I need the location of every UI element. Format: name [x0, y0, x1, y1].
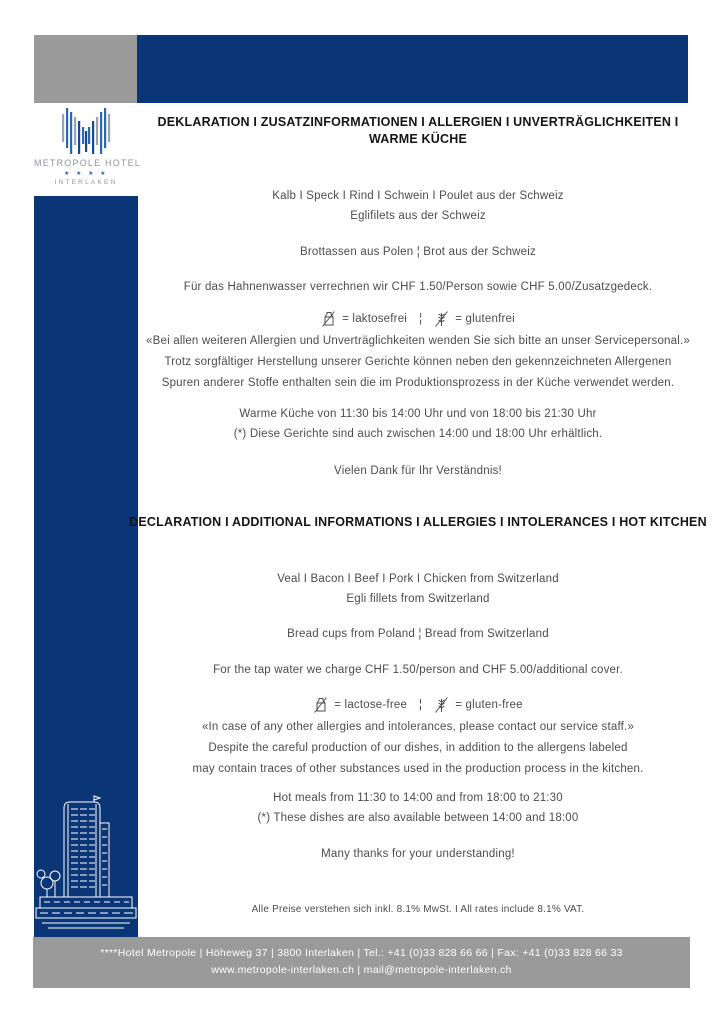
footer-web-line: www.metropole-interlaken.ch | mail@metropole-interlaken.ch [211, 964, 512, 976]
english-meat-origin: Veal I Bacon I Beef I Pork I Chicken from Switzerland [277, 573, 559, 585]
english-gluten-label: = gluten-free [455, 699, 523, 711]
german-allergy-note2: Trotz sorgfältiger Herstellung unserer Gerichte können neben den gekennzeichneten Allergenen [164, 356, 672, 368]
vat-note: Alle Preise verstehen sich inkl. 8.1% MwSt. I All rates include 8.1% VAT. [251, 904, 585, 915]
german-hours-line1: Warme Küche von 11:30 bis 14:00 Uhr und von 18:00 bis 21:30 Uhr [239, 408, 597, 420]
german-thanks: Vielen Dank für Ihr Verständnis! [334, 465, 502, 477]
german-heading-line1: DEKLARATION I ZUSATZINFORMATIONEN I ALLERGIEN I UNVERTRÄGLICHKEITEN I [157, 115, 679, 129]
english-fish-origin: Egli fillets from Switzerland [346, 593, 490, 605]
english-lactose-label: = lactose-free [334, 699, 408, 711]
german-gluten-label: = glutenfrei [455, 313, 515, 325]
english-allergy-note3: may contain traces of other substances used in the production process in the kitchen. [192, 763, 644, 775]
gluten-free-icon [434, 697, 449, 713]
hotel-logo [34, 106, 142, 186]
german-water-note: Für das Hahnenwasser verrechnen wir CHF 1.50/Person sowie CHF 5.00/Zusatzgedeck. [183, 281, 653, 293]
english-legend-row [128, 695, 708, 715]
german-allergy-note1: «Bei allen weiteren Allergien und Unverträglichkeiten wenden Sie sich bitte an unser Servicepersonal.» [146, 335, 690, 347]
english-hours-line2: (*) These dishes are also available between 14:00 and 18:00 [257, 812, 579, 824]
german-hours-line2: (*) Diese Gerichte sind auch zwischen 14:00 und 18:00 Uhr erhältlich. [233, 428, 603, 440]
german-meat-origin: Kalb I Speck I Rind I Schwein I Poulet aus der Schweiz [272, 190, 564, 202]
german-fish-origin: Eglifilets aus der Schweiz [350, 210, 486, 222]
english-legend-separator: ¦ [419, 699, 423, 711]
german-bread-origin: Brottassen aus Polen ¦ Brot aus der Schweiz [300, 246, 536, 258]
english-water-note: For the tap water we charge CHF 1.50/person and CHF 5.00/additional cover. [213, 664, 623, 676]
hotel-logo-name: METROPOLE HOTEL [34, 158, 142, 168]
german-lactose-label: = laktosefrei [342, 313, 408, 325]
english-allergy-note1: «In case of any other allergies and intolerances, please contact our service staff.» [201, 721, 635, 733]
left-blue-sidebar [34, 196, 138, 937]
hotel-logo-mark-icon [60, 106, 112, 156]
hotel-logo-city: INTERLAKEN [54, 179, 118, 186]
top-bar-gray-block [34, 35, 137, 103]
german-heading-line2: WARME KÜCHE [368, 132, 468, 146]
gluten-free-icon [434, 311, 449, 327]
english-heading: DECLARATION I ADDITIONAL INFORMATIONS I ALLERGIES I INTOLERANCES I HOT KITCHEN [129, 515, 707, 529]
hotel-logo-stars: ★ ★ ★ ★ [63, 171, 109, 177]
german-allergy-note3: Spuren anderer Stoffe enthalten sein die im Produktionsprozess in der Küche verwendet werden. [161, 377, 675, 389]
footer-address-line: ****Hotel Metropole | Höheweg 37 | 3800 Interlaken | Tel.: +41 (0)33 828 66 66 | Fax: +41 (0)33 828 66 33 [100, 947, 623, 959]
top-bar-blue-block [137, 35, 688, 103]
german-legend-row [128, 309, 708, 329]
lactose-free-icon [313, 697, 328, 713]
hotel-building-illustration [34, 795, 138, 935]
lactose-free-icon [321, 311, 336, 327]
english-bread-origin: Bread cups from Poland ¦ Bread from Switzerland [287, 628, 549, 640]
english-hours-line1: Hot meals from 11:30 to 14:00 and from 18:00 to 21:30 [273, 792, 563, 804]
english-thanks: Many thanks for your understanding! [321, 848, 515, 860]
english-allergy-note2: Despite the careful production of our dishes, in addition to the allergens labeled [208, 742, 628, 754]
main-content [128, 114, 708, 917]
german-legend-separator: ¦ [419, 313, 423, 325]
footer-contact-bar [33, 937, 690, 988]
